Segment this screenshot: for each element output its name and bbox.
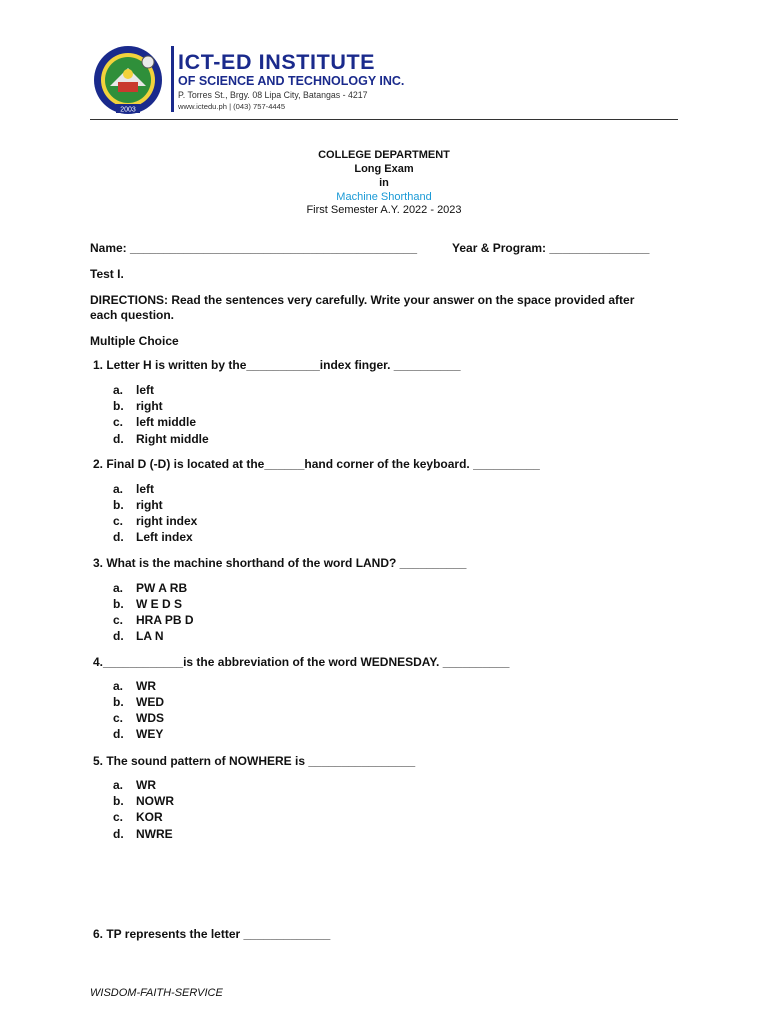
q5-option-c: c. KOR [113,810,163,824]
exam-in: in [379,177,389,189]
institute-address: P. Torres St., Brgy. 08 Lipa City, Batangas - 4217 [178,90,368,100]
test-label: Test I. [90,267,124,281]
header-divider [171,46,174,112]
name-field: Name: ___________________________________________ [90,241,417,255]
directions: DIRECTIONS: Read the sentences very carefully. Write your answer on the space provided after [90,293,635,307]
svg-text:2003: 2003 [120,106,136,114]
q5-option-b: b. NOWR [113,794,174,808]
institute-seal-logo [92,44,166,116]
directions-continued: each question. [90,308,175,322]
q3-option-c: c. HRA PB D [113,613,194,627]
q1-option-b: b. right [113,399,163,413]
q3-option-d: d. LA N [113,629,164,643]
q5-option-d: d. NWRE [113,827,173,841]
q3-option-a: a. PW A RB [113,581,188,595]
footer-motto: WISDOM-FAITH-SERVICE [90,987,223,999]
q4-option-a: a. WR [113,679,156,693]
question-1: 1. Letter H is written by the___________index finger. __________ [93,358,461,372]
q1-option-c: c. left middle [113,415,197,429]
q2-option-c: c. right index [113,514,198,528]
question-3: 3. What is the machine shorthand of the word LAND? __________ [93,556,467,570]
question-6: 6. TP represents the letter _____________ [93,927,331,941]
year-program-field: Year & Program: _______________ [452,241,650,255]
semester-label: First Semester A.Y. 2022 - 2023 [306,204,462,216]
question-5: 5. The sound pattern of NOWHERE is ________________ [93,754,416,768]
q5-option-a: a. WR [113,778,156,792]
q4-option-c: c. WDS [113,711,164,725]
question-4: 4.____________is the abbreviation of the word WEDNESDAY. __________ [93,655,510,669]
q1-option-d: d. Right middle [113,432,209,446]
q3-option-b: b. W E D S [113,597,183,611]
exam-title: Long Exam [354,163,414,175]
institute-name: ICT-ED INSTITUTE [178,50,376,74]
institute-contact: www.ictedu.ph | (043) 757-4445 [178,102,286,111]
letterhead [92,44,432,114]
q1-option-a: a. left [113,383,154,397]
q2-option-a: a. left [113,482,154,496]
section-title: Multiple Choice [90,334,179,348]
subject-title: Machine Shorthand [336,191,432,203]
q4-option-b: b. WED [113,695,164,709]
header-rule [90,119,678,120]
q2-option-b: b. right [113,498,163,512]
institute-subtitle: OF SCIENCE AND TECHNOLOGY INC. [178,74,405,88]
department-title: COLLEGE DEPARTMENT [318,149,450,161]
question-2: 2. Final D (-D) is located at the______hand corner of the keyboard. __________ [93,457,540,471]
q4-option-d: d. WEY [113,727,164,741]
q2-option-d: d. Left index [113,530,193,544]
